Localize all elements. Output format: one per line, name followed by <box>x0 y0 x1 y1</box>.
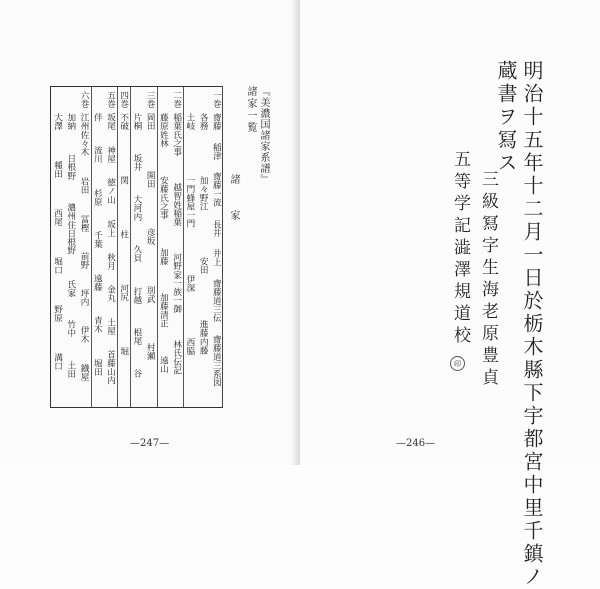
copyist-signature: 三級冩字生海老原豊貞 <box>478 170 498 390</box>
clan-entry: 青木 <box>92 316 103 334</box>
clan-entry: 齋藤道三伝 <box>211 278 222 322</box>
group-divider <box>157 87 158 407</box>
clan-entry: 徳ノ山 <box>105 178 116 205</box>
clan-entry: 加々野江 <box>198 176 209 211</box>
clan-entry: 伴 <box>92 113 103 122</box>
book-title: 『美濃国諸家系譜』 <box>258 86 269 185</box>
clan-column <box>210 87 223 407</box>
clan-entry: 岩田 <box>79 177 90 195</box>
volume-label: 一巻 <box>211 91 222 109</box>
clan-column <box>157 87 170 407</box>
clan-table <box>50 86 222 408</box>
clan-entry: 進藤内藤 <box>198 320 209 355</box>
clan-entry: 稲津 <box>211 142 222 160</box>
clan-entry: 齋藤道三系図 <box>211 335 222 388</box>
clan-entry: 坪内 <box>79 289 90 307</box>
clan-entry: 柱 <box>118 230 129 239</box>
clan-entry: 首藤山内 <box>105 350 116 385</box>
clan-entry: 加納 <box>65 113 76 131</box>
colophon-line-2: 蔵書ヲ冩ス <box>494 60 518 175</box>
clan-entry: 坂井 <box>131 154 142 172</box>
editor-signature: 五等学記澁澤規道校 <box>450 150 470 348</box>
clan-entry: 越智姓稲葉 <box>171 182 182 226</box>
clan-column <box>91 87 104 407</box>
clan-column <box>197 87 210 407</box>
clan-column <box>51 87 64 407</box>
group-divider <box>183 87 184 407</box>
volume-label: 二巻 <box>171 91 182 109</box>
clan-entry: 遠山 <box>158 356 169 374</box>
clan-column <box>144 87 157 407</box>
clan-entry: 金丸 <box>105 285 116 303</box>
clan-entry: 伊木 <box>79 326 90 344</box>
clan-entry: 一門蜂屋一門 <box>184 176 195 228</box>
clan-entry: 藤原姓林 <box>158 113 169 148</box>
clan-entry: 土屋 <box>105 317 116 335</box>
clan-entry: 遠藤 <box>92 273 103 291</box>
clan-entry: 齋藤 <box>211 113 222 131</box>
clan-entry: 井上 <box>211 249 222 267</box>
clan-entry: 前野 <box>79 251 90 270</box>
header-label-zoku: 諸 <box>228 174 239 184</box>
clan-entry: 神屋 <box>105 145 116 163</box>
clan-column <box>64 87 77 407</box>
volume-label: 四巻 <box>118 91 129 109</box>
clan-entry: 河野家一族一御 <box>171 252 182 313</box>
clan-column <box>77 87 90 407</box>
clan-entry: 竹中 <box>65 320 76 338</box>
left-page <box>0 0 300 465</box>
group-divider <box>117 87 118 407</box>
clan-column <box>104 87 117 407</box>
clan-entry: 堀口 <box>52 257 63 275</box>
header-label-ke: 家 <box>228 210 239 220</box>
clan-entry: 日根野 <box>65 153 76 180</box>
clan-entry: 長井 <box>211 219 222 237</box>
clan-entry: 久貝 <box>131 245 142 263</box>
volume-label: 六巻 <box>79 91 90 109</box>
clan-entry: 安田 <box>198 257 209 275</box>
list-title: 諸家一覧 <box>245 86 256 134</box>
clan-entry: 根尾 <box>131 327 142 345</box>
clan-entry: 関 <box>118 176 129 185</box>
colophon-line-1: 明治十五年十二月一日於栃木縣下宇都宮中里千鎮ノ <box>520 60 544 589</box>
clan-entry: 伊深 <box>184 275 195 293</box>
clan-entry: 不破 <box>118 113 129 131</box>
right-page <box>300 0 600 589</box>
clan-entry: 坂尾 <box>105 113 116 131</box>
clan-column <box>130 87 143 407</box>
clan-entry: 加藤清正 <box>158 293 169 328</box>
clan-entry: 杉原 <box>92 188 103 207</box>
group-divider <box>130 87 131 407</box>
clan-entry: 齋藤一流 <box>211 172 222 207</box>
clan-entry: 坂上 <box>105 219 116 238</box>
clan-column <box>170 87 183 407</box>
clan-entry: 土岐 <box>184 113 195 131</box>
clan-column <box>183 87 196 407</box>
clan-entry: 土田 <box>65 360 76 378</box>
clan-entry: 流川 <box>92 146 103 164</box>
volume-label: 三巻 <box>145 91 156 109</box>
clan-entry: 堀 <box>118 347 129 356</box>
clan-entry: 溝口 <box>52 353 63 371</box>
clan-entry: 千葉 <box>92 231 103 249</box>
clan-entry: 大河内 <box>131 195 142 222</box>
clan-entry: 岡田 <box>145 113 156 131</box>
clan-entry: 西脇 <box>184 338 195 356</box>
clan-entry: 彦坂 <box>145 228 156 246</box>
clan-entry: 氏家 <box>65 279 76 297</box>
page-number-right: —246— <box>396 438 436 449</box>
clan-entry: 村瀬 <box>145 343 156 361</box>
clan-entry: 稲葉氏之事 <box>171 113 182 156</box>
clan-entry: 谷 <box>131 368 142 378</box>
clan-entry: 江州佐々木 <box>79 113 90 156</box>
clan-entry: 別武 <box>145 285 156 303</box>
clan-entry: 秋月 <box>105 252 116 270</box>
clan-entry: 開田 <box>145 170 156 188</box>
clan-entry: 各務 <box>198 113 209 131</box>
clan-entry: 加藤 <box>158 248 169 266</box>
clan-entry: 河尻 <box>118 284 129 302</box>
clan-entry: 種田 <box>52 161 63 179</box>
clan-entry: 鐡屋 <box>79 363 90 381</box>
volume-label: 五巻 <box>105 91 116 109</box>
clan-entry: 濃州住日根野 <box>65 203 76 255</box>
clan-entry: 林氏伝記 <box>171 340 182 375</box>
group-divider <box>91 87 92 407</box>
clan-entry: 西尾 <box>52 209 63 227</box>
seal-stamp: 印 <box>450 356 465 371</box>
clan-entry: 堀田 <box>92 358 103 376</box>
clan-entry: 安藤氏之事 <box>158 176 169 219</box>
clan-entry: 大澤 <box>52 113 63 131</box>
clan-column <box>117 87 130 407</box>
clan-entry: 打越 <box>131 286 142 304</box>
clan-entry: 片桐 <box>131 113 142 131</box>
clan-entry: 冨樫 <box>79 214 90 232</box>
page-number-left: —247— <box>130 438 170 449</box>
clan-entry: 野原 <box>52 305 63 323</box>
